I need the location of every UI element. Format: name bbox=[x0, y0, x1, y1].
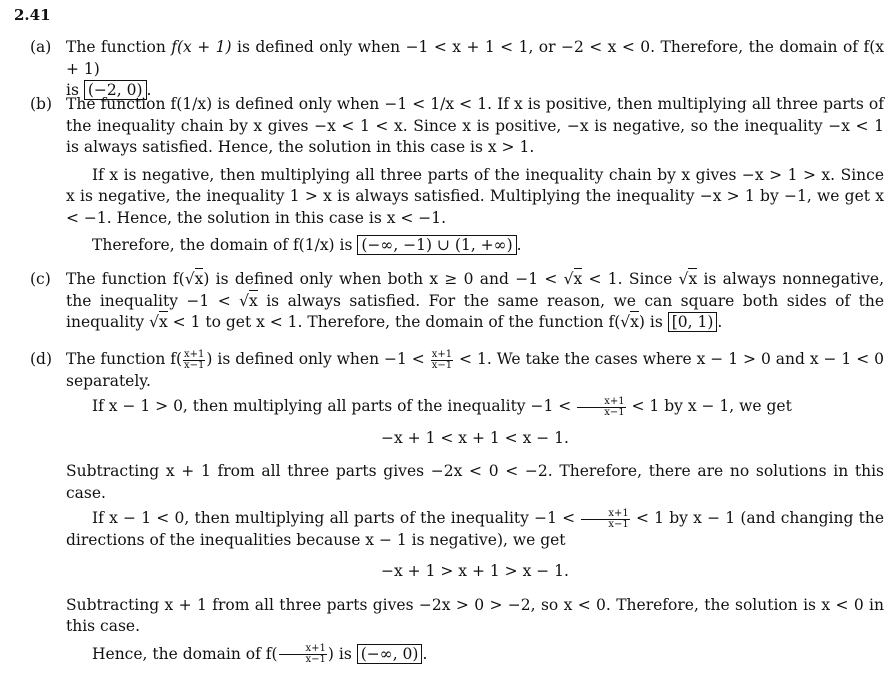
fraction-denominator: x−1 bbox=[608, 518, 629, 530]
part-c-text-2: ) is defined only when both x ≥ 0 and −1 < bbox=[203, 270, 564, 288]
part-d-text-10: . bbox=[422, 644, 428, 663]
part-d-text-7: < 1 by x − 1 (and changing the directions of the inequalities because x − 1 is negative), we get bbox=[66, 509, 884, 549]
part-c-text-8: . bbox=[717, 313, 723, 331]
part-b-text-pre: Therefore, the domain of f(1/x) is bbox=[92, 236, 358, 254]
part-a-expr: f(x + 1) bbox=[171, 38, 232, 56]
part-c-text-6: < 1 to get x < 1. Therefore, the domain of the function f( bbox=[167, 313, 621, 331]
fraction bbox=[279, 644, 327, 665]
part-c bbox=[0, 269, 891, 334]
fraction-denominator: x−1 bbox=[184, 359, 205, 371]
part-b-answer-box: (−∞, −1) ∪ (1, +∞) bbox=[357, 235, 516, 255]
sqrt-radicand: x bbox=[688, 270, 698, 288]
part-d-label: (d) bbox=[30, 350, 53, 368]
part-b-paragraph-2: If x is negative, then multiplying all three parts of the inequality chain by x gives −x > 1 > x. Since x is negative, the inequality 1 > x is always satisfied. Multiplying the inequality −x > 1 by −1, we get x < −1. Hence, the solution in this case is x < −1. bbox=[66, 165, 884, 227]
part-d-answer-box: (−∞, 0) bbox=[357, 644, 423, 664]
part-d-text-1: The function f( bbox=[66, 350, 183, 368]
part-d-line-3: Subtracting x + 1 from all three parts gives −2x < 0 < −2. Therefore, there are no solutions in this case. bbox=[66, 462, 884, 502]
part-a-answer-box: (−2, 0) bbox=[84, 80, 147, 100]
sqrt-radicand: x bbox=[194, 270, 204, 288]
part-c-answer-box: [0, 1) bbox=[668, 312, 718, 332]
sqrt-radicand: x bbox=[630, 313, 639, 331]
part-d bbox=[0, 349, 891, 665]
part-b-text bbox=[66, 94, 884, 257]
fraction-numerator: x+1 bbox=[184, 348, 205, 360]
fraction-denominator: x−1 bbox=[604, 406, 625, 418]
part-b bbox=[0, 94, 891, 257]
part-c-text-1: The function f( bbox=[66, 270, 185, 288]
part-c-text: The function f(√x) is defined only when both x ≥ 0 and −1 < √x < 1. Since √x is always nonnegative, the inequality −1 < √x is always satisfied. For the same reason, we can square both sides of the inequality √x < 1 to get x < 1. Therefore, the domain of the function f(√x) is [0, 1) . bbox=[66, 270, 884, 331]
part-c-text-3: < 1. Since bbox=[582, 270, 679, 288]
part-c-text-7: ) is bbox=[638, 313, 668, 331]
fraction-denominator: x−1 bbox=[431, 359, 453, 371]
part-a bbox=[0, 37, 891, 102]
part-d-text-4: If x − 1 > 0, then multiplying all parts of the inequality −1 < bbox=[92, 397, 577, 415]
part-b-paragraph-1: The function f(1/x) is defined only when −1 < 1/x < 1. If x is positive, then multiplying all three parts of the inequality chain by x gives −x < 1 < x. Since x is positive, −x is negative, so the inequality −x < 1 is always satisfied. Hence, the solution in this case is x > 1. bbox=[66, 95, 884, 156]
part-d-line-5: Subtracting x + 1 from all three parts gives −2x > 0 > −2, so x < 0. Therefore, the solution is x < 0 in this case. bbox=[66, 595, 884, 635]
display-equation-2: −x + 1 > x + 1 > x − 1. bbox=[381, 562, 569, 580]
part-d-continued bbox=[66, 461, 884, 665]
part-d-text-6: If x − 1 < 0, then multiplying all parts of the inequality −1 < bbox=[92, 509, 581, 527]
fraction-numerator: x+1 bbox=[581, 509, 629, 520]
part-d-text bbox=[66, 349, 884, 449]
part-a-text-4: . bbox=[146, 81, 152, 99]
part-a-text-3: is bbox=[66, 81, 84, 99]
part-d-text-5: < 1 by x − 1, we get bbox=[626, 397, 792, 415]
fraction bbox=[581, 509, 629, 530]
fraction bbox=[431, 350, 453, 371]
fraction-numerator: x+1 bbox=[279, 644, 327, 655]
fraction bbox=[183, 350, 205, 371]
part-b-text-post: . bbox=[516, 236, 522, 254]
fraction-numerator: x+1 bbox=[577, 397, 625, 408]
part-a-text bbox=[66, 37, 884, 102]
part-c-label: (c) bbox=[30, 270, 51, 288]
part-d-text-9: ) is bbox=[327, 644, 357, 663]
part-a-text-2: is defined only when −1 < x + 1 < 1, or −2 < x < 0. Therefore, the domain of f(x + 1) bbox=[66, 38, 885, 78]
fraction bbox=[577, 397, 625, 418]
part-d-text-8: Hence, the domain of f( bbox=[92, 644, 278, 663]
sqrt-radicand: x bbox=[573, 270, 583, 288]
part-a-label: (a) bbox=[30, 38, 52, 56]
part-b-label: (b) bbox=[30, 95, 53, 113]
sqrt-radicand: x bbox=[249, 291, 258, 310]
part-a-text-1: The function bbox=[66, 38, 172, 56]
part-d-text-3: < 1. We take the cases where x − 1 > 0 and x − 1 < 0 separately. bbox=[66, 350, 884, 390]
problem-number: 2.41 bbox=[14, 6, 51, 24]
sqrt-radicand: x bbox=[158, 313, 168, 331]
part-c-text-4: is always nonnegative, the inequality −1 < bbox=[66, 270, 884, 310]
display-equation-1: −x + 1 < x + 1 < x − 1. bbox=[381, 428, 569, 447]
part-c-text-5: is always satisfied. For the same reason, we can square both sides of the inequality bbox=[66, 291, 884, 331]
part-b-paragraph-3 bbox=[66, 235, 884, 257]
part-d-text-2: ) is defined only when −1 < bbox=[206, 350, 430, 368]
fraction-numerator: x+1 bbox=[431, 348, 453, 360]
fraction-denominator: x−1 bbox=[305, 654, 326, 665]
